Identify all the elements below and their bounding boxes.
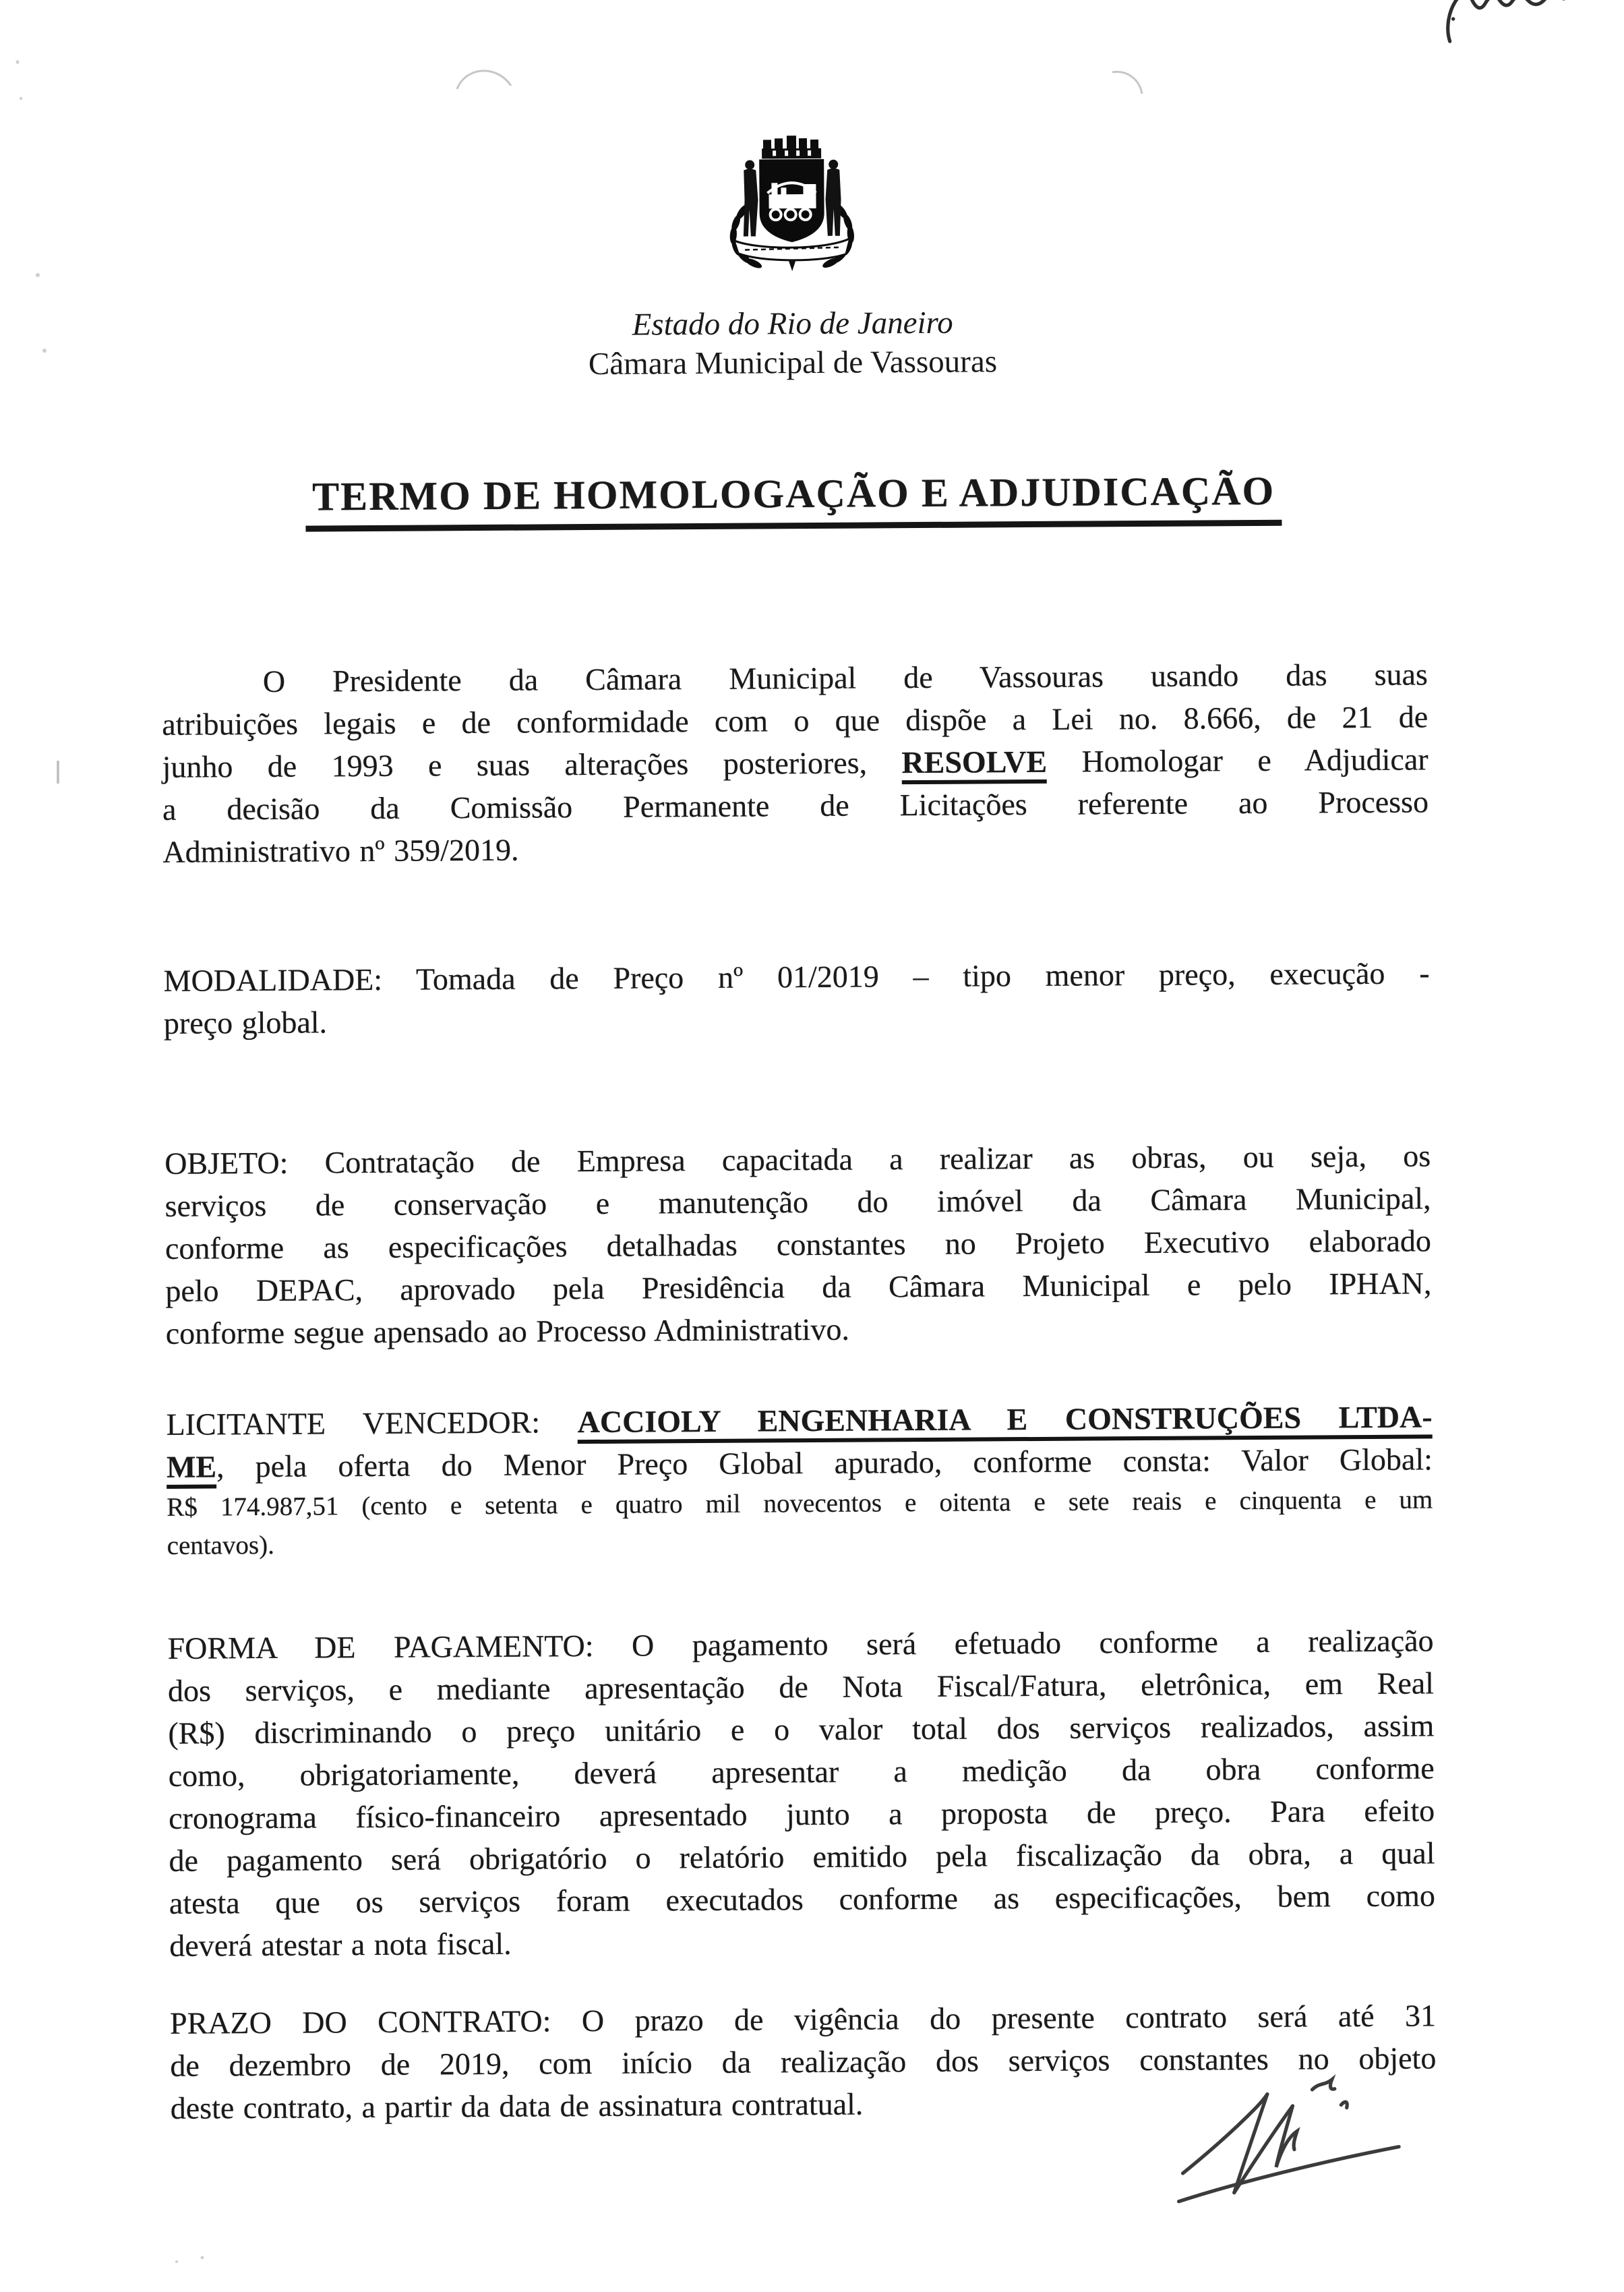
document-header [158, 129, 1426, 385]
paragraph-objeto [164, 1134, 1432, 1354]
paragraph-intro [162, 653, 1429, 873]
paragraph-pagamento [167, 1619, 1435, 1966]
text-segment: de pagamento será obrigatório o relatório emitido pela fiscalização da obra, a qual [169, 1835, 1435, 1878]
text-segment: preço global. [163, 1005, 328, 1040]
text-segment: cronograma físico-financeiro apresentado junto a proposta de preço. Para efeito [169, 1793, 1435, 1835]
text-line [169, 1746, 1435, 1796]
text-line [162, 738, 1428, 788]
handwriting-annotation [1439, 0, 1624, 49]
text-line [165, 1262, 1431, 1312]
text-line [163, 951, 1429, 1001]
text-line [169, 1916, 1435, 1966]
text-line [169, 1831, 1435, 1881]
text-line [167, 1480, 1433, 1526]
text-segment: PRAZO DO CONTRATO: O prazo de vigência do presente contrato será até 31 [169, 1998, 1437, 2040]
text-line [167, 1438, 1433, 1488]
text-segment: como, obrigatoriamente, deverá apresentar a medição da obra conforme [168, 1751, 1435, 1793]
text-line [166, 1395, 1432, 1445]
text-segment: conforme segue apensado ao Processo Administrativo. [165, 1312, 850, 1351]
text-segment: atribuições legais e de conformidade com o que dispõe a Lei no. 8.666, de 21 de [162, 699, 1428, 742]
text-line [164, 1177, 1431, 1227]
text-segment: OBJETO: Contratação de Empresa capacitada a realizar as obras, ou seja, os [164, 1138, 1431, 1181]
text-segment: conforme as especificações detalhadas constantes no Projeto Executivo elaborado [164, 1223, 1432, 1266]
text-line [162, 780, 1428, 830]
emphasized-text: ME [167, 1449, 216, 1488]
text-segment: centavos). [167, 1530, 275, 1560]
emphasized-text: RESOLVE [901, 744, 1047, 784]
text-line [169, 1789, 1435, 1839]
text-segment: Homologar e Adjudicar [1046, 742, 1428, 779]
text-line [162, 823, 1428, 873]
text-line [170, 1994, 1436, 2044]
text-segment: O Presidente da Câmara Municipal de Vassouras usando das suas [262, 657, 1428, 699]
text-line [167, 1619, 1433, 1669]
title-wrap [160, 467, 1426, 532]
text-segment: serviços de conservação e manutenção do imóvel da Câmara Municipal, [164, 1181, 1431, 1223]
coat-of-arms-icon [711, 133, 873, 275]
text-line [169, 1874, 1435, 1924]
text-line [165, 1219, 1431, 1269]
text-segment: (R$) discriminando o preço unitário e o valor total dos serviços realizados, assim [168, 1708, 1435, 1751]
text-segment: MODALIDADE: Tomada de Preço nº 01/2019 – tipo menor preço, execução - [163, 956, 1430, 998]
text-line [168, 1704, 1434, 1754]
text-segment: pelo DEPAC, aprovado pela Presidência da Câmara Municipal e pelo IPHAN, [165, 1266, 1432, 1308]
text-line [164, 994, 1430, 1044]
text-line [164, 1134, 1431, 1184]
text-segment: LICITANTE VENCEDOR: [166, 1405, 578, 1442]
text-line [162, 653, 1428, 703]
text-segment: de dezembro de 2019, com início da realização dos serviços constantes no objeto [170, 2040, 1437, 2083]
state-line: Estado do Rio de Janeiro [632, 305, 953, 343]
signature-rubric [1173, 2065, 1407, 2235]
text-segment: a decisão da Comissão Permanente de Licitações referente ao Processo [162, 784, 1429, 827]
text-segment: , pela oferta do Menor Preço Global apurado, conforme consta: Valor Global: [216, 1442, 1433, 1484]
text-line [168, 1662, 1434, 1711]
text-segment: R$ 174.987,51 (cento e setenta e quatro mil novecentos e oitenta e sete reais e cinquenta e um [167, 1485, 1433, 1522]
text-segment: FORMA DE PAGAMENTO: O pagamento será efetuado conforme a realização [167, 1623, 1434, 1666]
text-line [167, 1519, 1433, 1564]
text-line [162, 695, 1428, 745]
document-body [162, 653, 1437, 2129]
text-segment: atesta que os serviços foram executados conforme as especificações, bem como [169, 1878, 1436, 1920]
organization-line: Câmara Municipal de Vassouras [588, 344, 998, 382]
text-line [166, 1304, 1432, 1354]
paragraph-licitante [166, 1395, 1433, 1564]
text-segment: junho de 1993 e suas alterações posteriores, [162, 745, 902, 784]
text-segment: deste contrato, a partir da data de assinatura contratual. [170, 2086, 864, 2125]
document-title: TERMO DE HOMOLOGAÇÃO E ADJUDICAÇÃO [305, 468, 1282, 532]
text-segment: deverá atestar a nota fiscal. [169, 1926, 512, 1963]
paragraph-modalidade [163, 951, 1430, 1044]
text-segment: Administrativo nº 359/2019. [162, 832, 519, 869]
emphasized-text: ACCIOLY ENGENHARIA E CONSTRUÇÕES LTDA- [578, 1399, 1433, 1444]
text-segment: dos serviços, e mediante apresentação de Nota Fiscal/Fatura, eletrônica, em Real [167, 1666, 1435, 1708]
